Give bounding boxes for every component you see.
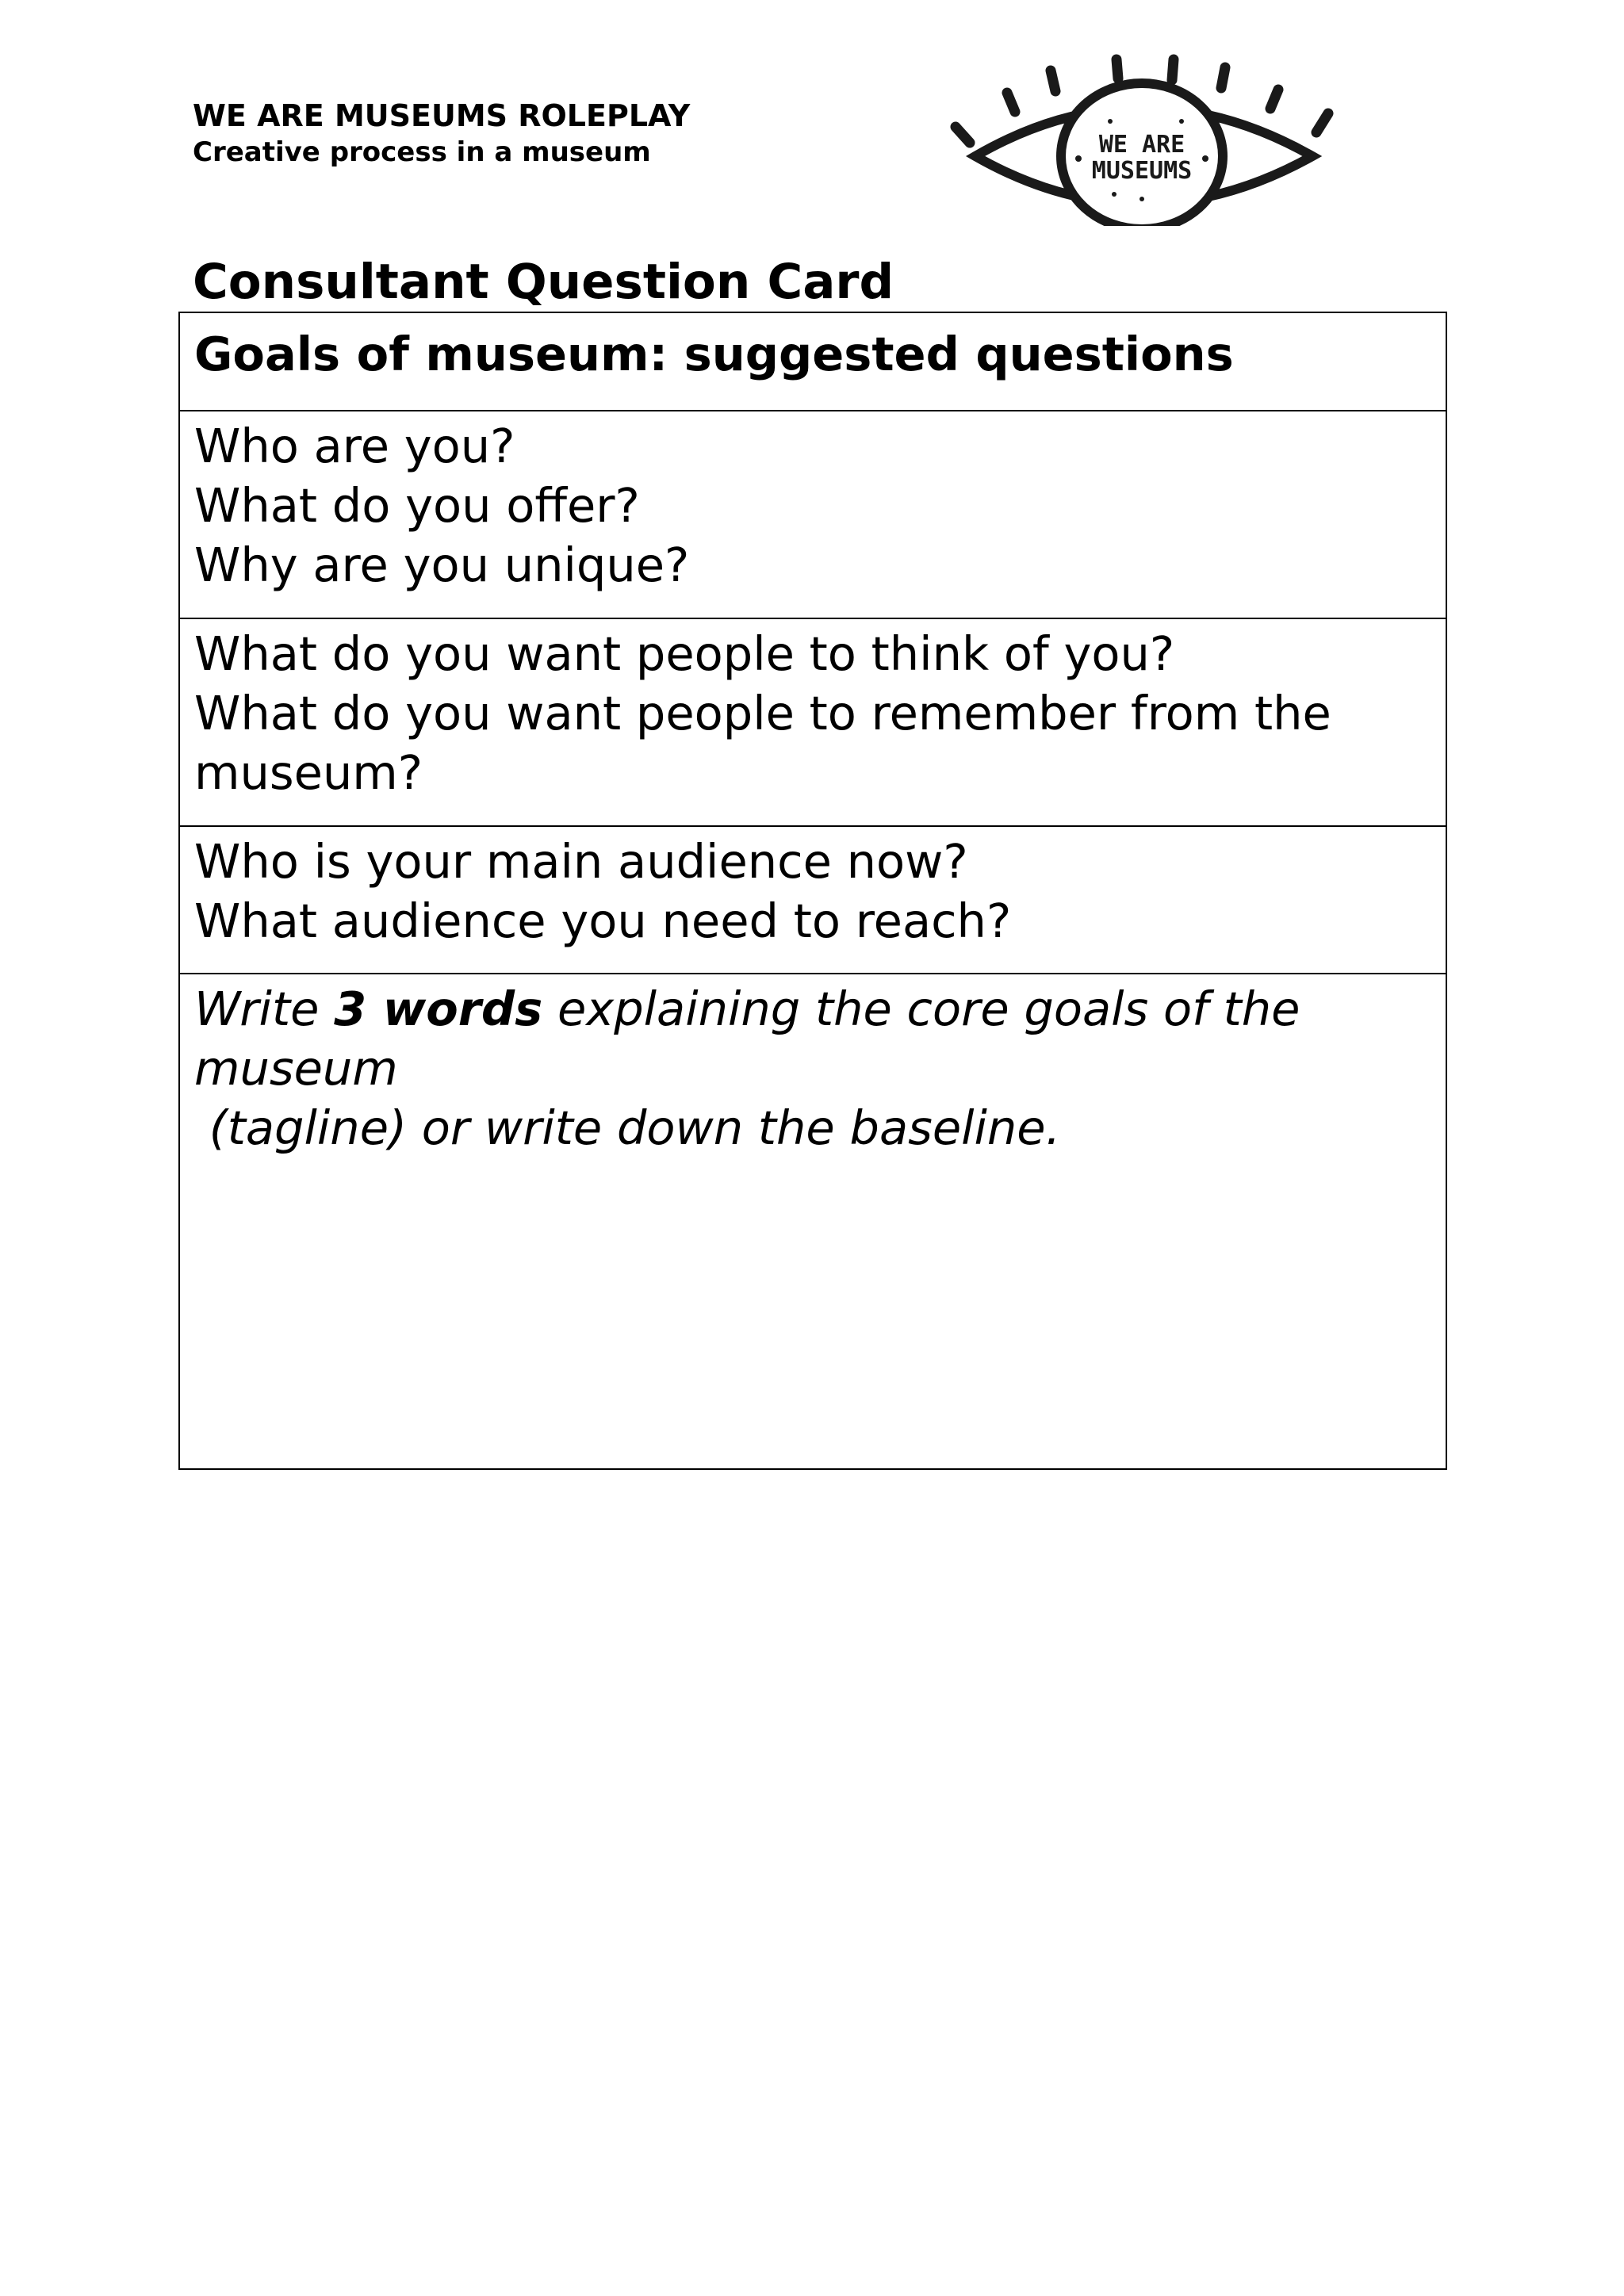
logo-ray	[1007, 93, 1015, 112]
logo-dot	[1075, 155, 1082, 162]
task-suffix: explaining the core goals of the museum	[194, 982, 1300, 1096]
table-heading: Goals of museum: suggested questions	[179, 312, 1446, 411]
question-table	[178, 312, 1447, 1470]
question-group-identity	[179, 411, 1446, 618]
logo-ray	[1116, 59, 1118, 78]
logo-ray	[956, 127, 970, 143]
task-instruction-line1	[194, 979, 1433, 1098]
logo-ray	[1316, 113, 1328, 132]
question-group-audience	[179, 826, 1446, 974]
logo-text-line2: MUSEUMS	[1091, 157, 1193, 185]
question-text: Who is your main audience now?	[194, 834, 968, 889]
task-instruction-line2: (tagline) or write down the baseline.	[194, 1100, 1061, 1155]
question-text: What do you want people to think of you?	[194, 626, 1175, 681]
question-row	[179, 411, 1446, 618]
logo-ray	[1051, 71, 1055, 91]
question-row	[179, 826, 1446, 974]
eye-logo-icon	[944, 44, 1340, 226]
question-group-perception	[179, 618, 1446, 826]
table-header-row	[179, 312, 1446, 411]
logo-text-line1: WE ARE	[1098, 131, 1185, 159]
task-prefix: Write	[194, 982, 335, 1036]
card-title: Consultant Question Card	[193, 254, 894, 310]
task-emphasis: 3 words	[334, 982, 543, 1036]
question-row	[179, 618, 1446, 826]
logo-dot	[1108, 119, 1113, 124]
question-text: Who are you?	[194, 419, 515, 473]
logo-dot	[1202, 155, 1208, 162]
logo-ray	[1172, 59, 1174, 80]
document-header	[193, 97, 690, 170]
logo-dot	[1112, 192, 1116, 197]
task-writing-area	[179, 974, 1446, 1469]
question-text: Why are you unique?	[194, 538, 690, 592]
document-subtitle: Creative process in a museum	[193, 136, 651, 168]
logo-ray	[1270, 90, 1278, 109]
question-text: What audience you need to reach?	[194, 894, 1012, 948]
question-text: What do you offer?	[194, 478, 640, 533]
document-title: WE ARE MUSEUMS ROLEPLAY	[193, 98, 691, 133]
question-text: museum?	[194, 745, 423, 800]
logo-ray	[1221, 67, 1225, 88]
task-row	[179, 974, 1446, 1469]
logo-dot	[1139, 197, 1144, 201]
question-text: What do you want people to remember from the	[194, 686, 1331, 740]
logo-dot	[1179, 119, 1184, 124]
